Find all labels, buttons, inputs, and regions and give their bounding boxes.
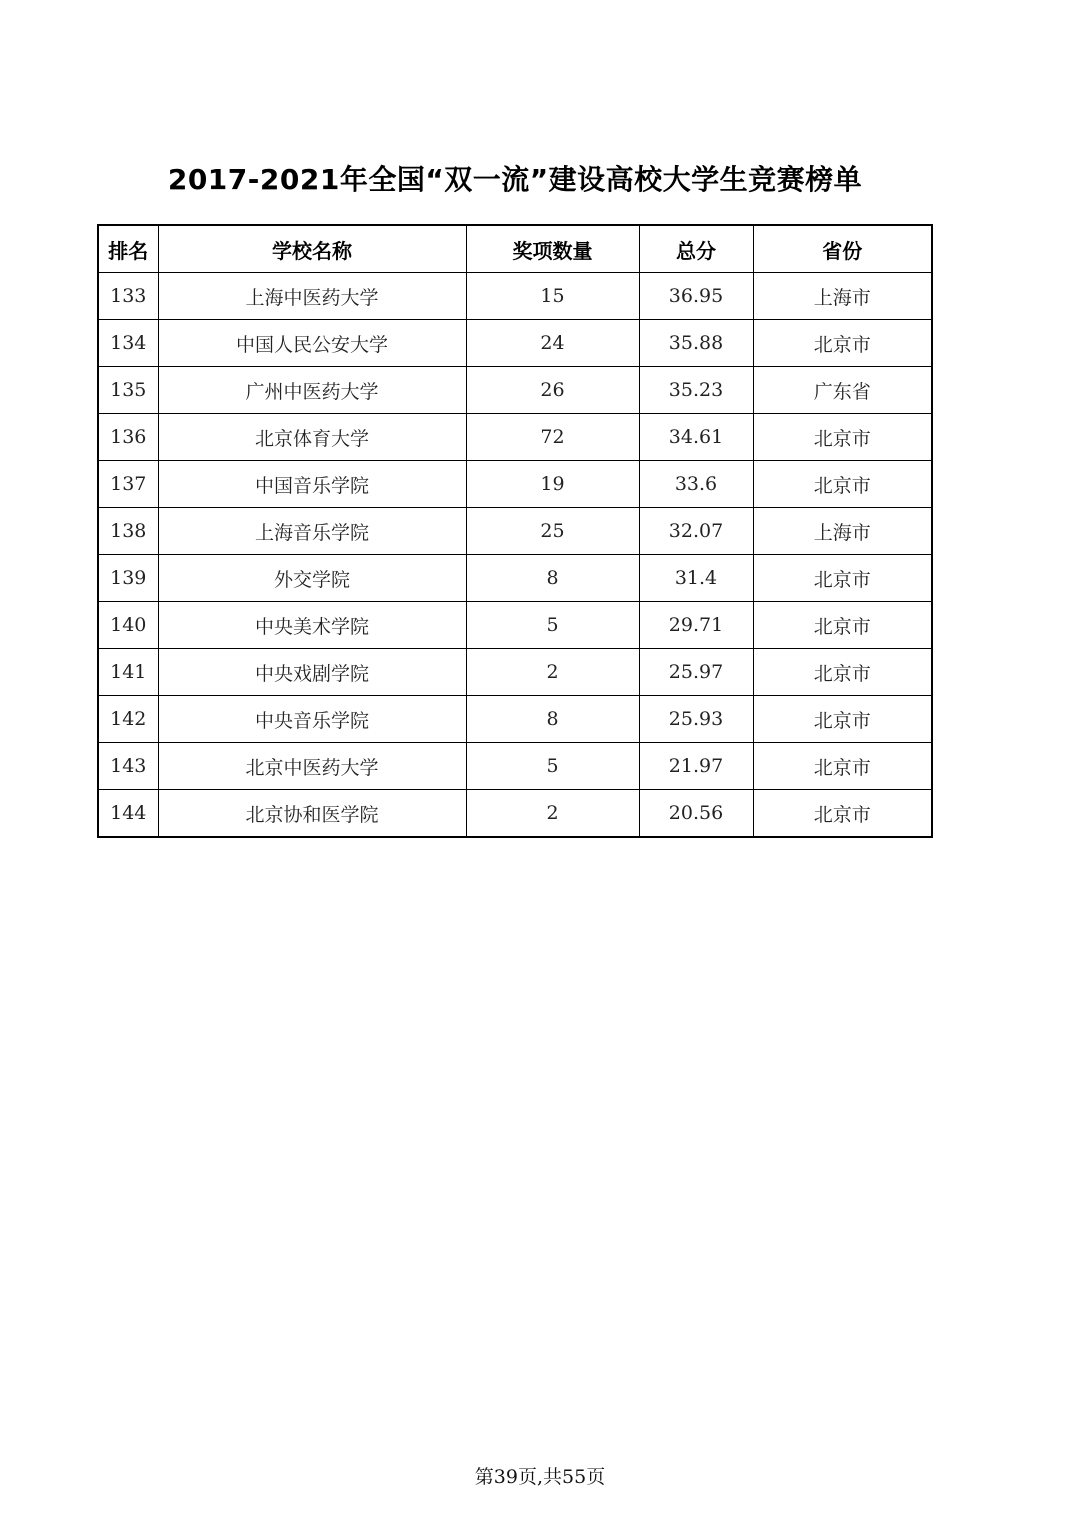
award-count-cell: 25: [466, 508, 639, 555]
total-score-cell: 32.07: [639, 508, 753, 555]
award-count-cell: 24: [466, 320, 639, 367]
page-title: 2017-2021年全国“双一流”建设高校大学生竞赛榜单: [167, 163, 863, 196]
header-rank: 排名: [98, 225, 158, 273]
school-name-cell: 外交学院: [158, 555, 466, 602]
award-count-cell: 72: [466, 414, 639, 461]
award-count-cell: 26: [466, 367, 639, 414]
page-number: 第39页,共55页: [474, 1466, 606, 1488]
table-row: [98, 414, 932, 461]
province-cell: 上海市: [753, 273, 932, 320]
header-award-count: 奖项数量: [466, 225, 639, 273]
header-school-name: 学校名称: [158, 225, 466, 273]
school-name-cell: 北京协和医学院: [158, 790, 466, 838]
table-row: [98, 696, 932, 743]
total-score-cell: 21.97: [639, 743, 753, 790]
rank-cell: 144: [98, 790, 158, 838]
rank-cell: 137: [98, 461, 158, 508]
province-cell: 北京市: [753, 320, 932, 367]
school-name-cell: 中国音乐学院: [158, 461, 466, 508]
table-row: [98, 743, 932, 790]
province-cell: 北京市: [753, 790, 932, 838]
award-count-cell: 19: [466, 461, 639, 508]
total-score-cell: 36.95: [639, 273, 753, 320]
total-score-cell: 25.93: [639, 696, 753, 743]
award-count-cell: 15: [466, 273, 639, 320]
award-count-cell: 2: [466, 790, 639, 838]
rank-cell: 135: [98, 367, 158, 414]
province-cell: 北京市: [753, 696, 932, 743]
table-row: [98, 649, 932, 696]
rank-cell: 139: [98, 555, 158, 602]
award-count-cell: 5: [466, 602, 639, 649]
table-row: [98, 273, 932, 320]
header-total-score: 总分: [639, 225, 753, 273]
province-cell: 上海市: [753, 508, 932, 555]
award-count-cell: 8: [466, 696, 639, 743]
school-name-cell: 广州中医药大学: [158, 367, 466, 414]
table-row: [98, 790, 932, 838]
province-cell: 广东省: [753, 367, 932, 414]
table-row: [98, 320, 932, 367]
total-score-cell: 29.71: [639, 602, 753, 649]
total-score-cell: 33.6: [639, 461, 753, 508]
rank-cell: 136: [98, 414, 158, 461]
province-cell: 北京市: [753, 461, 932, 508]
school-name-cell: 上海音乐学院: [158, 508, 466, 555]
total-score-cell: 35.23: [639, 367, 753, 414]
total-score-cell: 31.4: [639, 555, 753, 602]
province-cell: 北京市: [753, 602, 932, 649]
school-name-cell: 中央音乐学院: [158, 696, 466, 743]
rank-cell: 134: [98, 320, 158, 367]
total-score-cell: 34.61: [639, 414, 753, 461]
total-score-cell: 35.88: [639, 320, 753, 367]
rank-cell: 143: [98, 743, 158, 790]
table-body: [98, 273, 932, 838]
rank-cell: 133: [98, 273, 158, 320]
school-name-cell: 中国人民公安大学: [158, 320, 466, 367]
total-score-cell: 25.97: [639, 649, 753, 696]
school-name-cell: 北京中医药大学: [158, 743, 466, 790]
header-row: [98, 225, 932, 273]
province-cell: 北京市: [753, 414, 932, 461]
school-name-cell: 中央戏剧学院: [158, 649, 466, 696]
table-row: [98, 461, 932, 508]
header-province: 省份: [753, 225, 932, 273]
table-row: [98, 367, 932, 414]
school-name-cell: 中央美术学院: [158, 602, 466, 649]
school-name-cell: 北京体育大学: [158, 414, 466, 461]
award-count-cell: 8: [466, 555, 639, 602]
table-row: [98, 508, 932, 555]
award-count-cell: 5: [466, 743, 639, 790]
total-score-cell: 20.56: [639, 790, 753, 838]
school-name-cell: 上海中医药大学: [158, 273, 466, 320]
award-count-cell: 2: [466, 649, 639, 696]
table-header: [98, 225, 932, 273]
rank-cell: 141: [98, 649, 158, 696]
province-cell: 北京市: [753, 743, 932, 790]
rank-cell: 138: [98, 508, 158, 555]
province-cell: 北京市: [753, 555, 932, 602]
table-row: [98, 555, 932, 602]
ranking-table: [97, 224, 933, 838]
table-row: [98, 602, 932, 649]
province-cell: 北京市: [753, 649, 932, 696]
rank-cell: 142: [98, 696, 158, 743]
rank-cell: 140: [98, 602, 158, 649]
